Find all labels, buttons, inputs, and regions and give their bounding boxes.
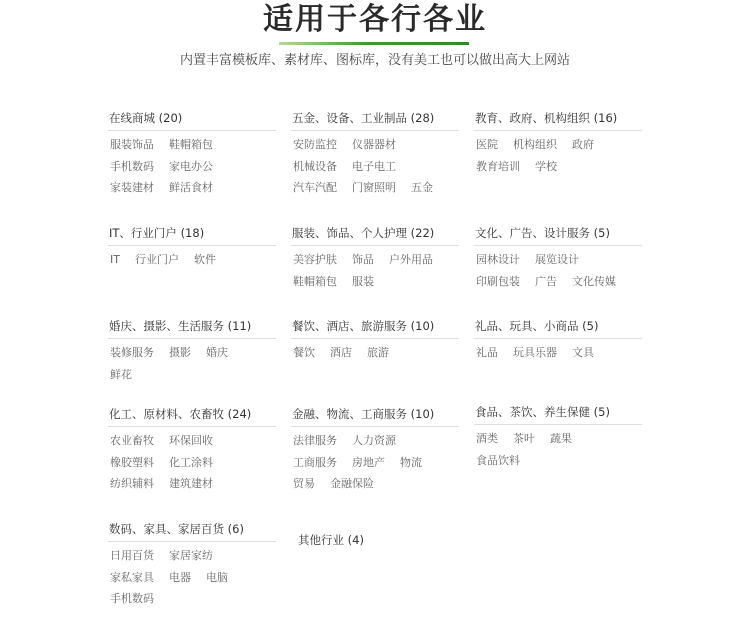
category-item-link[interactable]: 电子电工 (352, 159, 396, 173)
category-item-list (291, 138, 459, 203)
category-item-link[interactable]: 鲜活食材 (169, 181, 213, 194)
category-item-link[interactable]: 房地产 (352, 455, 385, 469)
category-item-link[interactable]: 医院 (476, 138, 498, 151)
category-item-link[interactable]: 装修服务 (110, 346, 154, 359)
category-block (291, 318, 459, 368)
category-block (108, 318, 276, 389)
category-item-link[interactable]: 礼品 (476, 346, 498, 359)
category-item-link[interactable]: 五金 (411, 181, 433, 194)
category-title-link[interactable]: 食品、茶饮、养生保健 (5) (475, 405, 610, 419)
category-item-link[interactable]: 法律服务 (293, 434, 337, 447)
category-title-link[interactable]: 其他行业 (4) (298, 533, 364, 547)
category-item-link[interactable]: 文化传媒 (572, 274, 616, 288)
category-item-link[interactable]: 服装 (352, 274, 374, 288)
category-item-link[interactable]: 农业畜牧 (110, 434, 154, 447)
category-title-link[interactable]: 金融、物流、工商服务 (10) (292, 407, 435, 421)
category-divider (108, 130, 276, 131)
category-divider (474, 424, 642, 425)
category-item-link[interactable]: 建筑建材 (169, 477, 213, 490)
category-item-link[interactable]: 日用百货 (110, 549, 154, 562)
category-title-link[interactable]: 餐饮、酒店、旅游服务 (10) (292, 319, 435, 333)
category-item-link[interactable]: 家电办公 (169, 159, 213, 173)
category-divider (291, 338, 459, 339)
category-item-link[interactable]: 软件 (193, 253, 216, 266)
category-item-link[interactable]: 电器 (169, 570, 191, 584)
category-divider (474, 245, 642, 246)
category-item-link[interactable]: 美容护肤 (293, 253, 337, 266)
category-item-link[interactable]: 化工涂料 (169, 455, 213, 469)
category-item-list (108, 549, 276, 614)
category-item-link[interactable]: 服装饰品 (110, 138, 154, 151)
category-block (474, 404, 642, 475)
category-block (291, 110, 459, 203)
category-item-link[interactable]: 学校 (535, 159, 557, 173)
category-item-list (474, 432, 642, 475)
category-item-link[interactable]: 机械设备 (293, 159, 337, 173)
category-item-list (108, 138, 276, 203)
category-item-link[interactable]: 鲜花 (110, 367, 132, 381)
category-item-link[interactable]: 印刷包装 (476, 274, 520, 288)
category-item-link[interactable]: 玩具乐器 (513, 346, 557, 359)
category-title-link[interactable]: 在线商城 (20) (109, 111, 183, 125)
category-block (291, 406, 459, 499)
category-item-link[interactable]: 人力资源 (352, 434, 396, 447)
category-item-link[interactable]: 旅游 (367, 346, 389, 359)
category-item-list (108, 434, 276, 499)
category-item-link[interactable]: 汽车汽配 (293, 181, 337, 194)
category-item-link[interactable]: 环保回收 (169, 434, 213, 447)
category-divider (108, 541, 276, 542)
category-item-link[interactable]: 机构组织 (513, 138, 557, 151)
category-item-link[interactable]: 文具 (572, 346, 594, 359)
category-item-link[interactable]: 贸易 (293, 477, 315, 490)
category-block (108, 225, 276, 275)
category-item-link[interactable]: 户外用品 (389, 253, 433, 266)
category-block (291, 225, 459, 296)
category-item-link[interactable]: 纺织辅料 (110, 477, 154, 490)
title-underline (279, 42, 469, 45)
category-divider (291, 426, 459, 427)
category-item-link[interactable]: 酒类 (476, 432, 498, 445)
category-divider (108, 245, 276, 246)
category-item-link[interactable]: 手机数码 (110, 159, 154, 173)
category-item-link[interactable]: 园林设计 (476, 253, 520, 266)
category-item-link[interactable]: 婚庆 (206, 346, 228, 359)
category-item-link[interactable]: 行业门户 (134, 253, 179, 266)
category-item-link[interactable]: 教育培训 (476, 159, 520, 173)
category-title-link[interactable]: 文化、广告、设计服务 (5) (475, 226, 610, 240)
category-item-link[interactable]: 安防监控 (293, 138, 337, 151)
category-item-link[interactable]: 家居家纺 (169, 549, 213, 562)
category-item-list (291, 434, 459, 499)
category-item-list (108, 253, 276, 275)
page-subtitle: 内置丰富模板库、素材库、图标库，没有美工也可以做出高大上网站 (179, 53, 570, 68)
category-item-link[interactable]: 家装建材 (110, 181, 154, 194)
category-block (108, 110, 276, 203)
category-title-link[interactable]: IT、行业门户 (18) (109, 226, 205, 240)
category-item-link[interactable]: 物流 (400, 455, 422, 469)
category-divider (291, 130, 459, 131)
category-item-list (291, 346, 459, 368)
category-item-link[interactable]: 门窗照明 (352, 181, 396, 194)
category-item-list (474, 138, 642, 181)
category-item-list (474, 253, 642, 296)
category-divider (474, 130, 642, 131)
category-title-link[interactable]: 教育、政府、机构组织 (16) (475, 111, 618, 125)
category-title-link[interactable]: 五金、设备、工业制品 (28) (292, 111, 435, 125)
category-item-link[interactable]: 饰品 (352, 253, 374, 266)
category-item-link[interactable]: IT (110, 253, 120, 266)
category-item-link[interactable]: 摄影 (169, 346, 191, 359)
category-item-list (474, 346, 642, 368)
category-item-link[interactable]: 手机数码 (110, 592, 154, 605)
category-block (474, 225, 642, 296)
category-item-list (108, 346, 276, 389)
category-title-link[interactable]: 礼品、玩具、小商品 (5) (475, 319, 599, 333)
category-item-link[interactable]: 电脑 (206, 570, 228, 584)
category-title-link[interactable]: 婚庆、摄影、生活服务 (11) (109, 319, 252, 333)
category-block (297, 532, 465, 548)
category-title-link[interactable]: 服装、饰品、个人护理 (22) (292, 226, 435, 240)
page-title: 适用于各行各业 (263, 2, 487, 37)
category-item-link[interactable]: 餐饮 (293, 346, 315, 359)
category-item-link[interactable]: 食品饮料 (476, 453, 520, 467)
category-divider (291, 245, 459, 246)
category-divider (474, 338, 642, 339)
category-item-link[interactable]: 政府 (572, 138, 594, 151)
category-item-list (291, 253, 459, 296)
category-block (474, 110, 642, 181)
category-item-link[interactable]: 蔬果 (550, 432, 572, 445)
category-block (108, 521, 276, 614)
category-block (108, 406, 276, 499)
category-item-link[interactable]: 展览设计 (535, 253, 579, 266)
category-item-link[interactable]: 仪器器材 (352, 138, 396, 151)
category-block (474, 318, 642, 368)
category-item-link[interactable]: 酒店 (330, 346, 352, 359)
category-item-link[interactable]: 广告 (535, 274, 557, 288)
category-item-link[interactable]: 家私家具 (110, 570, 154, 584)
category-item-link[interactable]: 橡胶塑料 (110, 455, 154, 469)
category-item-link[interactable]: 茶叶 (513, 432, 535, 445)
category-divider (108, 338, 276, 339)
category-title-link[interactable]: 数码、家具、家居百货 (6) (109, 522, 244, 536)
category-item-link[interactable]: 鞋帽箱包 (293, 274, 337, 288)
category-title-link[interactable]: 化工、原材料、农畜牧 (24) (109, 407, 252, 421)
category-divider (108, 426, 276, 427)
category-item-link[interactable]: 工商服务 (293, 455, 337, 469)
category-item-link[interactable]: 金融保险 (330, 477, 374, 490)
category-item-link[interactable]: 鞋帽箱包 (169, 138, 213, 151)
